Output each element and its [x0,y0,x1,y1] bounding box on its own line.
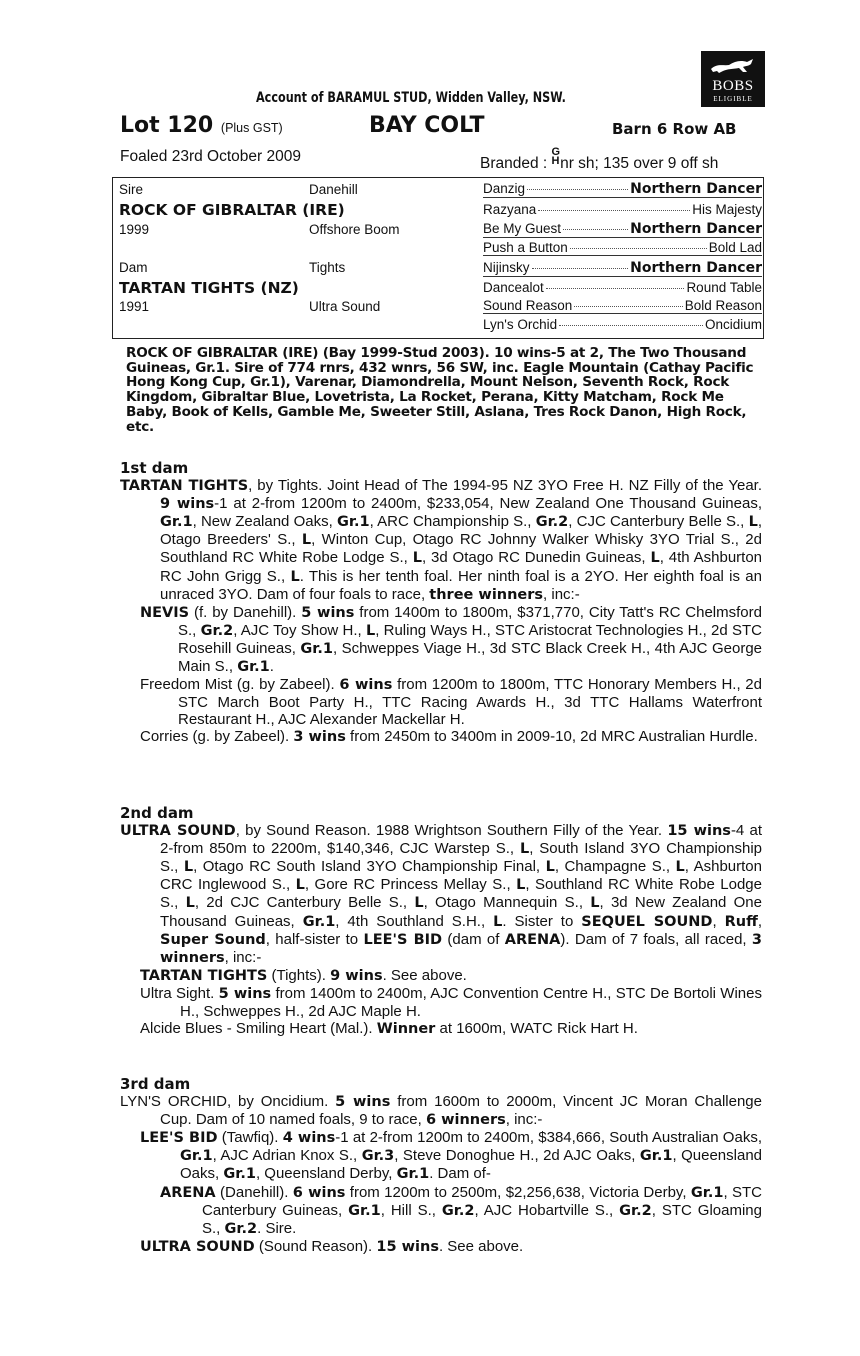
section-heading: 1st dam [120,459,189,477]
lot-sex: BAY COLT [369,113,485,138]
ancestor-row [483,221,762,238]
ancestor-name: Lyn's Orchid [483,317,558,332]
third-dam-section [120,1076,762,1256]
logo-line2: ELIGIBLE [713,95,753,103]
progeny-entry: NEVIS (f. by Danehill). 5 wins from 1400m to 1800m, $371,770, City Tatt's RC Chelmsford S., Gr.2, AJC Toy Show H., L, Ruling Ways H., STC Aristocrat Technologies H., 2d STC Rosehill Guineas, Gr.1, Schweppes Viage H., 3d STC Black Creek H., 4th AJC George Main S., Gr.1. [140,603,762,676]
ancestor-grandsire: Northern Dancer [630,181,762,197]
ancestor-row [483,240,762,256]
ancestor-row [483,280,762,295]
ancestor-row [483,317,762,332]
dam-paragraph: LYN'S ORCHID, by Oncidium. 5 wins from 1600m to 2000m, Vincent JC Moran Challenge Cup. Dam of 10 named foals, 9 to race, 6 winners, inc:- [120,1093,762,1129]
dam-year: 1991 [119,299,150,314]
progeny-entry: Corries (g. by Zabeel). 3 wins from 2450m to 3400m in 2009-10, 2d MRC Australian Hurdle. [140,728,758,746]
progeny-entry: Ultra Sight. 5 wins from 1400m to 2400m, AJC Convention Centre H., STC De Bortoli Wines H., Schweppes H., 2d AJC Maple H. [140,984,762,1021]
branded-label: Branded : [480,155,548,172]
dam-label: Dam [119,260,148,275]
gst-note: (Plus GST) [220,121,283,135]
lot-label: Lot 120 [120,113,214,138]
foaled-date: Foaled 23rd October 2009 [120,148,301,165]
sire-summary: ROCK OF GIBRALTAR (IRE) (Bay 1999-Stud 2003). 10 wins-5 at 2, The Two Thousand Guineas, Gr.1. Sire of 774 rnrs, 432 wnrs, 56 SW, inc. Eagle Mountain (Cathay Pacific Hong Kong Cup, Gr.1), Varenar, Diamondrella, Mount Nelson, Seventh Rock, Rock Kingdom, Gibraltar Blue, Lovetrista, La Rocket, Perana, Kitty Matcham, Rock Me Baby, Book of Kells, Gamble Me, Sweeter Still, Aslana, Tres Rock Danon, High Rock, etc. [126,345,754,435]
ancestor-name: Push a Button [483,240,568,255]
brand-bottom: H [551,155,560,167]
brand-description: nr sh; 135 over 9 off sh [560,155,719,172]
barn-location: Barn 6 Row AB [612,120,737,138]
progeny-entry: TARTAN TIGHTS (Tights). 9 wins. See above. [140,966,467,984]
sire-label: Sire [119,182,144,197]
section-heading: 2nd dam [120,804,194,822]
logo-line1: BOBS [712,78,754,94]
ancestor-name: Nijinsky [483,260,530,275]
ancestor-grandsire: Oncidium [704,317,762,332]
vendor-account: Account of BARAMUL STUD, Widden Valley, NSW. [256,90,566,106]
ancestor-row [483,260,762,277]
dam-name: TARTAN TIGHTS (NZ) [119,279,299,297]
dam-sire: Tights [309,260,346,275]
ancestor-name: Sound Reason [483,298,573,313]
ancestor-grandsire: Bold Lad [708,240,762,255]
brand-info [480,148,718,173]
sire-year: 1999 [119,222,150,237]
ancestor-grandsire: Round Table [686,280,762,295]
sire-sire: Danehill [309,182,358,197]
ancestor-name: Be My Guest [483,221,562,236]
ancestor-row [483,298,762,314]
ancestor-grandsire: Northern Dancer [630,260,762,276]
progeny-entry: Freedom Mist (g. by Zabeel). 6 wins from 1200m to 1800m, TTC Honorary Members H., 2d STC March Boot Party H., TTC Racing Awards H., 3d TTC Hallams Waterfront Restaurant H., AJC Alexander Mackellar H. [140,676,762,729]
progeny-entry: ARENA (Danehill). 6 wins from 1200m to 2500m, $2,256,638, Victoria Derby, Gr.1, STC Canterbury Guineas, Gr.1, Hill S., Gr.2, AJC Hobartville S., Gr.2, STC Gloaming S., Gr.2. Sire. [160,1183,762,1237]
ancestor-row [483,202,762,217]
dam-dam: Ultra Sound [309,299,381,314]
first-dam-section [120,460,762,747]
ancestor-name: Razyana [483,202,537,217]
horse-icon [709,57,757,75]
sire-name: ROCK OF GIBRALTAR (IRE) [119,201,345,219]
brand-top: G [551,146,561,158]
ancestor-grandsire: His Majesty [692,202,762,217]
dam-paragraph: TARTAN TIGHTS, by Tights. Joint Head of The 1994-95 NZ 3YO Free H. NZ Filly of the Year. 9 wins-1 at 2-from 1200m to 2400m, $233,054, New Zealand One Thousand Guineas, Gr.1, New Zealand Oaks, Gr.1, ARC Championship S., Gr.2, CJC Canterbury Belle S., L, Otago Breeders' S., L, Winton Cup, Otago RC Johnny Walker Whisky 3YO Trial S., 2d Southland RC White Robe Lodge S., L, 3d Otago RC Dunedin Guineas, L, 4th Ashburton RC John Grigg S., L. This is her tenth foal. Her ninth foal is a 2YO. Her eighth foal is an unraced 3YO. Dam of four foals to race, three winners, inc:- [120,477,763,603]
ancestor-name: Dancealot [483,280,544,295]
bobs-eligible-logo [701,51,765,107]
progeny-entry: LEE'S BID (Tawfiq). 4 wins-1 at 2-from 1200m to 2400m, $384,666, South Australian Oaks, Gr.1, AJC Adrian Knox S., Gr.3, Steve Donoghue H., 2d AJC Oaks, Gr.1, Queensland Oaks, Gr.1, Queensland Derby, Gr.1. Dam of- [140,1129,763,1183]
ancestor-grandsire: Northern Dancer [630,221,762,237]
sire-dam: Offshore Boom [309,222,400,237]
ancestor-name: Danzig [483,181,526,196]
lot-number [120,113,283,138]
dam-paragraph: ULTRA SOUND, by Sound Reason. 1988 Wrightson Southern Filly of the Year. 15 wins-4 at 2-from 850m to 2200m, $140,346, CJC Warstep S., L, South Island 3YO Championship S., L, Otago RC South Island 3YO Championship Final, L, Champagne S., L, Ashburton CRC Inglewood S., L, Gore RC Princess Mellay S., L, Southland RC White Robe Lodge S., L, 2d CJC Canterbury Belle S., L, Otago Mannequin S., L, 3d New Zealand One Thousand Guineas, Gr.1, 4th Southland S.H., L. Sister to SEQUEL SOUND, Ruff, Super Sound, half-sister to LEE'S BID (dam of ARENA). Dam of 7 foals, all raced, 3 winners, inc:- [120,822,763,966]
ancestor-row [483,181,762,198]
ancestor-grandsire: Bold Reason [684,298,762,313]
progeny-entry: ULTRA SOUND (Sound Reason). 15 wins. See above. [140,1237,524,1255]
pedigree-table [112,177,764,339]
brand-mark [552,148,561,166]
section-heading: 3rd dam [120,1075,191,1093]
second-dam-section [120,805,762,1038]
progeny-entry: Alcide Blues - Smiling Heart (Mal.). Winner at 1600m, WATC Rick Hart H. [140,1020,638,1038]
